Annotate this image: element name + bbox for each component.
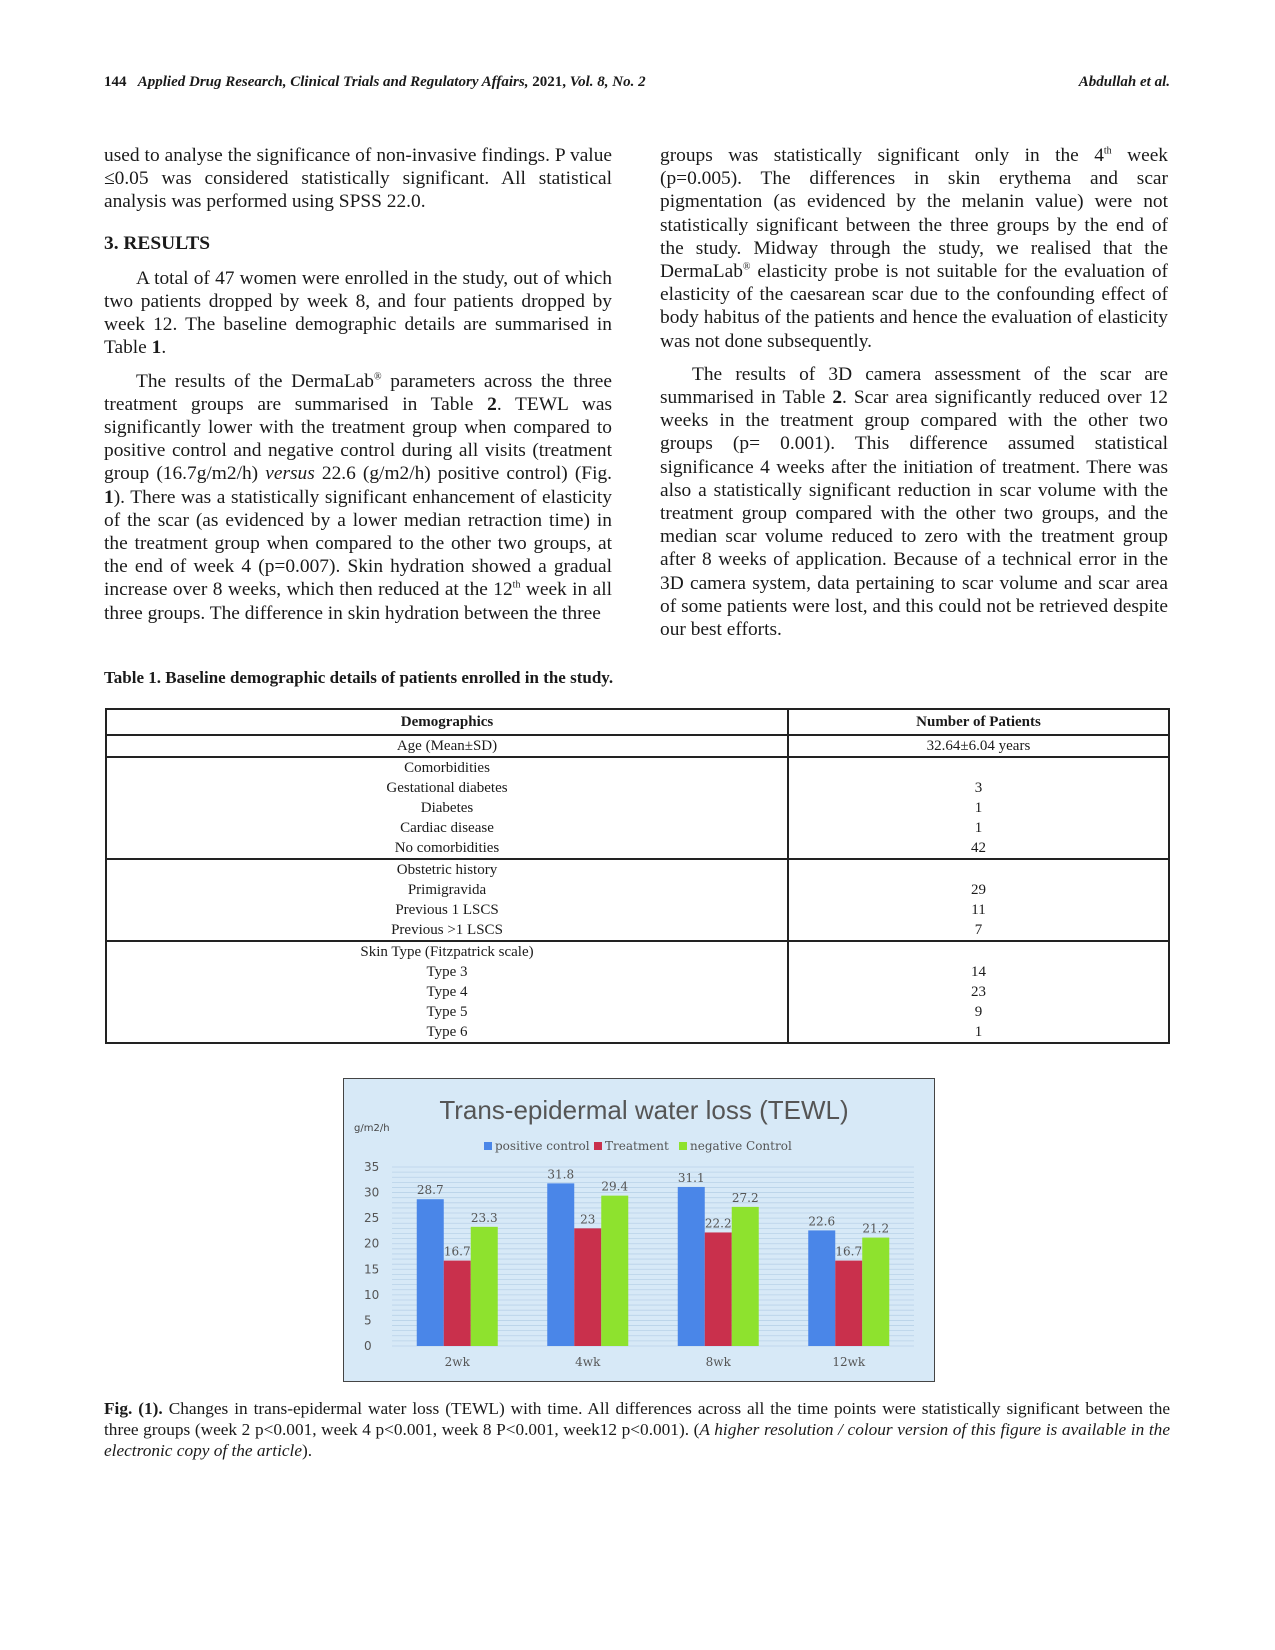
- paragraph-enrollment: A total of 47 women were enrolled in the study, out of which two patients dropped by week 8, and four patients dropped by week 12. The baseline demographic details are summarised in Table 1.: [104, 267, 612, 359]
- row-label: Type 6: [426, 1024, 468, 1040]
- bar: [471, 1227, 498, 1346]
- data-label: 27.2: [731, 1190, 759, 1205]
- paragraph-dermalab: The results of the DermaLab® parameters across the three treatment groups are summarised in Table 2. TEWL was significantly lower with the treatment group when compared to positive control and negative control during all visits (treatment group (16.7g/m2/h) versus 22.6 (g/m2/h) positive control) (Fig. 1). There was a statistically significant enhancement of elasticity of the scar (as evidenced by a lower median retraction time) in the treatment group when compared to the other two groups, at the end of week 4 (p=0.007). Skin hydration showed a gradual increase over 8 weeks, which then reduced at the 12th week in all three groups. The difference in skin hydration between the three: [104, 370, 613, 624]
- row-label: Type 4: [426, 984, 468, 1000]
- data-label: 29.4: [601, 1179, 629, 1194]
- row-value: 1: [974, 820, 983, 836]
- row-value: 1: [974, 800, 983, 816]
- data-label: 23.3: [470, 1210, 498, 1225]
- y-tick-label: 30: [364, 1185, 380, 1200]
- data-label: 22.6: [808, 1214, 836, 1229]
- row-value: 23: [971, 984, 986, 1000]
- page-number: 144: [104, 74, 127, 90]
- row-label: Type 3: [426, 964, 468, 980]
- data-label: 28.7: [416, 1183, 444, 1198]
- legend-swatch: [484, 1142, 492, 1150]
- bar: [835, 1261, 862, 1346]
- data-label: 16.7: [443, 1244, 471, 1259]
- y-tick-label: 20: [364, 1236, 380, 1251]
- figure-caption: Fig. (1). Changes in trans-epidermal water loss (TEWL) with time. All differences across all the time points were statistically significant between the three groups (week 2 p<0.001, week 4 p<0.001, week 8 P<0.001, week12 p<0.001). (A higher resolution / colour version of this figure is available in the electronic copy of the article).: [104, 1399, 1171, 1460]
- y-axis-label: g/m2/h: [354, 1123, 390, 1134]
- legend-label: negative Control: [690, 1139, 792, 1153]
- table-group-obstetric: [106, 859, 1169, 941]
- paragraph-3d-camera: The results of 3D camera assessment of the scar are summarised in Table 2. Scar area significantly reduced over 12 weeks in the treatment group compared with the other two groups (p= 0.001). This difference assumed statistical significance 4 weeks after the initiation of treatment. There was also a statistically significant reduction in scar volume with the treatment group compared with the other two groups, and the median scar volume reduced to zero with the treatment group after 8 weeks of application. Because of a technical error in the 3D camera system, data pertaining to scar volume and scar area of some patients were lost, and this could not be retrieved despite our best efforts.: [660, 363, 1168, 641]
- data-label: 16.7: [835, 1244, 863, 1259]
- header-left: [104, 74, 646, 91]
- paragraph-hydration: groups was statistically significant only in the 4th week (p=0.005). The differences in skin erythema and scar pigmentation (as evidenced by the melanin value) were not statistically significant between the three groups by the end of the study. Midway through the study, we realised that the DermaLab® elasticity probe is not suitable for the evaluation of elasticity of the caesarean scar due to the confounding effect of body habitus of the patients and hence the evaluation of elasticity was not done subsequently.: [660, 145, 1169, 352]
- data-label: 31.1: [677, 1170, 705, 1185]
- bar: [444, 1261, 471, 1346]
- figure-note: A higher resolution / colour version of this figure is available in the electronic copy of the article: [104, 1420, 1170, 1460]
- bar: [547, 1183, 574, 1346]
- y-tick-label: 5: [364, 1313, 372, 1328]
- bar: [705, 1232, 732, 1346]
- data-label: 21.2: [862, 1221, 890, 1236]
- bar: [678, 1187, 705, 1346]
- bar: [574, 1228, 601, 1346]
- y-tick-label: 35: [364, 1160, 380, 1174]
- y-tick-label: 15: [364, 1262, 380, 1277]
- data-label: 23: [580, 1212, 596, 1227]
- bar: [732, 1207, 759, 1346]
- column-header-number: Number of Patients: [788, 709, 1169, 735]
- bar: [808, 1230, 835, 1346]
- age-label: Age (Mean±SD): [396, 738, 498, 754]
- table-group-comorbidities: [106, 757, 1169, 859]
- row-label: Type 5: [426, 1004, 468, 1020]
- row-value: 3: [974, 780, 983, 796]
- x-tick-label: 2wk: [444, 1355, 470, 1369]
- row-label: Gestational diabetes: [386, 780, 508, 796]
- row-value: 1: [974, 1024, 983, 1040]
- data-label: 22.2: [704, 1216, 732, 1231]
- table-group-skin-type: [106, 941, 1169, 1043]
- legend-swatch: [594, 1142, 602, 1150]
- column-header-demographics: Demographics: [106, 709, 788, 735]
- row-label: Diabetes: [420, 800, 474, 816]
- figure-caption-text: Changes in trans-epidermal water loss (TEWL) with time. All differences across all the time points were statistically significant between the three groups (week 2 p<0.001, week 4 p<0.001, week 8 P<0.001, week12 p<0.001). (: [104, 1399, 1171, 1439]
- data-label: 31.8: [547, 1167, 575, 1182]
- bar: [601, 1196, 628, 1346]
- demographics-table: [105, 708, 1170, 1044]
- group-title: Comorbidities: [404, 760, 490, 776]
- journal-name: Applied Drug Research, Clinical Trials and Regulatory Affairs,: [137, 74, 529, 90]
- row-label: Primigravida: [407, 882, 487, 898]
- figure-label: Fig. (1).: [104, 1399, 163, 1418]
- right-column: [660, 144, 1168, 641]
- tewl-chart-svg: [344, 1079, 934, 1381]
- table-row-age: [106, 735, 1169, 757]
- row-label: Previous 1 LSCS: [395, 902, 499, 918]
- legend-label: Treatment: [605, 1139, 669, 1153]
- left-column: [104, 144, 612, 625]
- paragraph-methods-end: used to analyse the significance of non-invasive findings. P value ≤0.05 was considered statistically significant. All statistical analysis was performed using SPSS 22.0.: [104, 145, 612, 213]
- journal-volume: Vol. 8, No. 2: [569, 74, 646, 90]
- age-value: 32.64±6.04 years: [926, 738, 1031, 754]
- bar: [417, 1199, 444, 1346]
- row-value: 42: [971, 840, 986, 856]
- y-tick-label: 10: [364, 1287, 380, 1302]
- journal-year: 2021,: [532, 74, 566, 90]
- y-tick-label: 25: [364, 1211, 380, 1226]
- x-tick-label: 12wk: [832, 1355, 866, 1369]
- x-tick-label: 8wk: [705, 1355, 731, 1369]
- row-value: 7: [974, 922, 983, 938]
- bar: [862, 1238, 889, 1346]
- chart-title: Trans-epidermal water loss (TEWL): [439, 1095, 849, 1125]
- row-value: 14: [971, 964, 986, 980]
- row-label: No comorbidities: [394, 840, 500, 856]
- tewl-chart: [343, 1078, 935, 1382]
- row-value: 9: [974, 1004, 983, 1020]
- group-title: Obstetric history: [396, 862, 498, 878]
- table-caption: Table 1. Baseline demographic details of patients enrolled in the study.: [104, 668, 614, 687]
- results-heading: 3. RESULTS: [104, 232, 210, 254]
- group-title: Skin Type (Fitzpatrick scale): [360, 944, 534, 960]
- x-tick-label: 4wk: [575, 1355, 601, 1369]
- row-label: Cardiac disease: [400, 820, 494, 836]
- row-value: 11: [971, 902, 986, 918]
- legend-label: positive control: [495, 1139, 590, 1153]
- legend-swatch: [679, 1142, 687, 1150]
- header-authors: Abdullah et al.: [1078, 74, 1170, 90]
- row-label: Previous >1 LSCS: [391, 922, 503, 938]
- table-header-row: [106, 709, 1169, 735]
- y-tick-label: 0: [364, 1339, 372, 1353]
- row-value: 29: [971, 882, 986, 898]
